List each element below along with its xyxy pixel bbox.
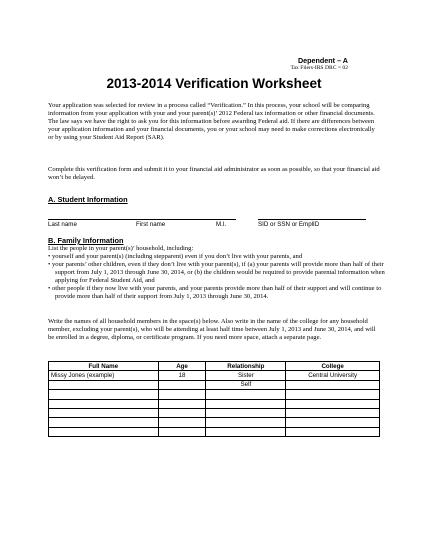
dependent-label: Dependent – A	[297, 56, 348, 65]
complete-paragraph: Complete this verification form and submit it to your financial aid administrator as soon as possible, so that your financial aid won’t be delayed.	[48, 166, 380, 182]
table-cell[interactable]	[286, 408, 380, 417]
first-name-label: First name	[136, 221, 166, 228]
table-cell[interactable]	[158, 380, 206, 389]
table-cell[interactable]	[206, 390, 286, 399]
table-row	[49, 427, 380, 436]
table-row	[49, 380, 380, 389]
last-name-label: Last name	[48, 221, 77, 228]
family-intro: List the people in your parent(s)’ household, including:	[48, 245, 194, 252]
table-cell[interactable]	[206, 418, 286, 427]
table-cell[interactable]	[158, 408, 206, 417]
table-cell[interactable]	[49, 418, 159, 427]
family-bullet: • other people if they now live with your parents, and your parents provide more than half of their support and will continue to provide more than half of their support from July 1, 2013 through June 30, 2014.	[48, 285, 382, 300]
household-table	[48, 361, 380, 437]
table-cell[interactable]	[286, 390, 380, 399]
table-cell[interactable]	[49, 408, 159, 417]
table-cell[interactable]: Sister	[206, 371, 286, 380]
table-cell[interactable]: Central University	[286, 371, 380, 380]
table-cell[interactable]	[158, 427, 206, 436]
table-cell[interactable]	[286, 380, 380, 389]
table-row	[49, 418, 380, 427]
table-cell[interactable]: 18	[158, 371, 206, 380]
table-cell[interactable]	[49, 380, 159, 389]
table-cell[interactable]	[206, 427, 286, 436]
table-cell[interactable]: Missy Jones (example)	[49, 371, 159, 380]
header-relationship: Relationship	[206, 362, 286, 371]
table-cell[interactable]	[158, 390, 206, 399]
section-a-heading: A. Student Information	[48, 195, 128, 204]
table-row	[49, 390, 380, 399]
table-cell[interactable]	[206, 408, 286, 417]
table-cell[interactable]	[158, 399, 206, 408]
household-instructions: Write the names of all household members in the space(s) below. Also write in the name of the college for any household member, excluding your parent(s), who will be attending at least half time between July 1, 2013 and June 30, 2014, and will be enrolled in a degree, diploma, or certificate program. If you need more space, attach a separate page.	[48, 318, 376, 342]
mi-label: M.I.	[216, 221, 227, 228]
table-cell[interactable]	[49, 390, 159, 399]
sid-input-line[interactable]	[258, 219, 366, 220]
name-input-line[interactable]	[48, 219, 236, 220]
table-cell[interactable]	[158, 418, 206, 427]
header-full-name: Full Name	[49, 362, 159, 371]
form-designation	[291, 56, 348, 72]
table-cell[interactable]: Self	[206, 380, 286, 389]
table-cell[interactable]	[286, 427, 380, 436]
table-cell[interactable]	[206, 399, 286, 408]
sid-label: SID or SSN or EmplID	[258, 221, 320, 228]
table-header-row	[49, 362, 380, 371]
header-age: Age	[158, 362, 206, 371]
table-row	[49, 399, 380, 408]
table-cell[interactable]	[286, 399, 380, 408]
intro-paragraph: Your application was selected for review in a process called “Verification.” In this process, your school will be comparing information from your application with your and your parent(s)’ 2012 Federal tax information or other financial documents. The law says we have the right to ask you for this information before awarding Federal aid. If there are differences between your application information and your financial documents, you or your school may need to make corrections electronically or by using your Student Aid Report (SAR).	[48, 102, 375, 142]
section-b-heading: B. Family Information	[48, 236, 124, 245]
table-row	[49, 408, 380, 417]
table-cell[interactable]	[286, 418, 380, 427]
table-cell[interactable]	[49, 427, 159, 436]
table-cell[interactable]	[49, 399, 159, 408]
header-college: College	[286, 362, 380, 371]
family-bullet: • yourself and your parent(s) (including stepparent) even if you don’t live with your parents, and	[48, 253, 303, 260]
family-bullet: • your parents’ other children, even if they don’t live with your parent(s), if (a) your parents will provide more than half of their support from July 1, 2013 through June 30, 2014, or (b) the children would be required to provide parental information when applying for Federal Student Aid, and	[48, 261, 385, 284]
table-row	[49, 371, 380, 380]
page-title: 2013-2014 Verification Worksheet	[106, 76, 322, 91]
household-table-body	[49, 371, 380, 437]
tax-filers-label: Tax Filers-IRS DRC = 02	[290, 65, 348, 71]
family-info-block	[48, 245, 388, 301]
